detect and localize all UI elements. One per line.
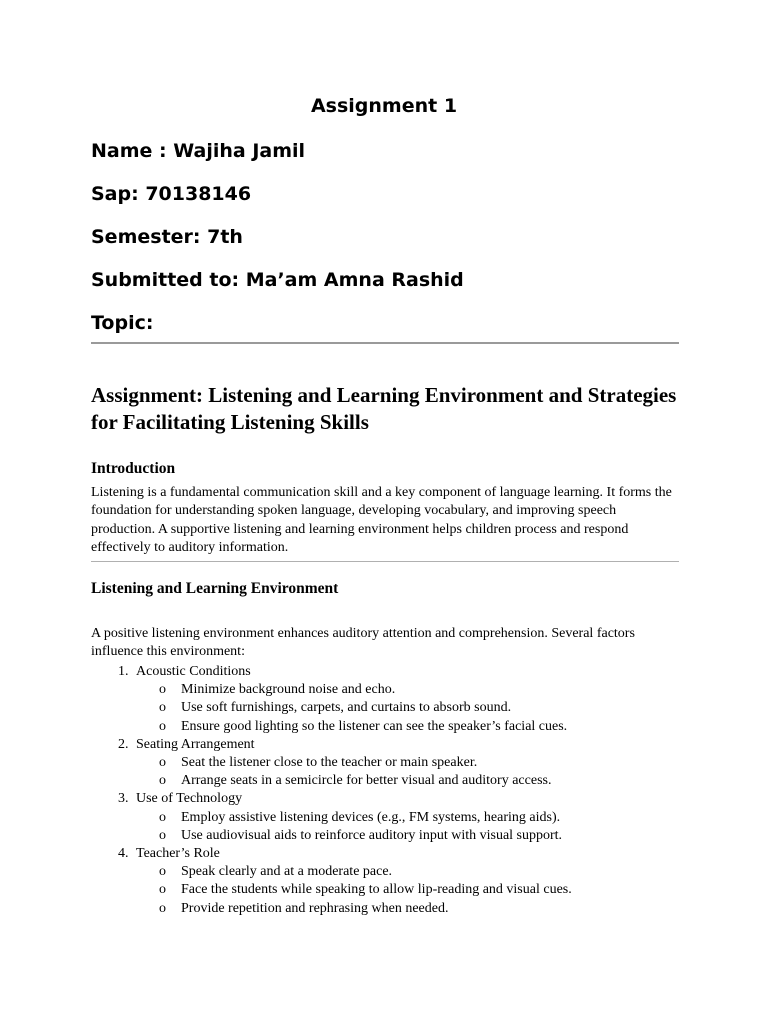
main-heading: Assignment: Listening and Learning Environment and Strategies for Facilitating Listening Skills	[91, 383, 677, 434]
bullet-text: Use audiovisual aids to reinforce auditory input with visual support.	[181, 827, 563, 843]
factor-heading	[91, 790, 691, 808]
name-line: Name : Wajiha Jamil	[91, 140, 306, 162]
sap-line: Sap: 70138146	[91, 183, 252, 205]
bullet-point	[91, 699, 691, 717]
bullet-text: Provide repetition and rephrasing when needed.	[181, 900, 449, 916]
bullet-text: Speak clearly and at a moderate pace.	[181, 864, 393, 880]
bullet-text: Minimize background noise and echo.	[181, 682, 396, 698]
circle-bullet-icon: o	[159, 882, 166, 898]
environment-heading: Listening and Learning Environment	[91, 580, 339, 597]
bullet-text: Ensure good lighting so the listener can see the speaker’s facial cues.	[181, 718, 568, 734]
factor-item	[91, 790, 691, 845]
factor-heading	[91, 663, 691, 681]
factor-item	[91, 845, 691, 918]
circle-bullet-icon: o	[159, 864, 166, 880]
circle-bullet-icon: o	[159, 900, 166, 916]
factor-item	[91, 663, 691, 736]
bullet-point	[91, 754, 691, 772]
factor-number: 1.	[118, 664, 129, 679]
factor-number: 3.	[118, 791, 129, 807]
circle-bullet-icon: o	[159, 809, 166, 825]
bullet-text: Employ assistive listening devices (e.g., FM systems, hearing aids).	[181, 809, 561, 825]
factor-heading	[91, 736, 691, 754]
factor-item	[91, 736, 691, 791]
submitted-to-line: Submitted to: Ma’am Amna Rashid	[91, 269, 464, 291]
factor-heading	[91, 845, 691, 863]
introduction-paragraph: Listening is a fundamental communication skill and a key component of language learning. It forms the foundation for understanding spoken language, developing vocabulary, and improving speech production. A supportive listening and learning environment helps children process and respond effectively to auditory information.	[91, 485, 672, 555]
environment-paragraph: A positive listening environment enhances auditory attention and comprehension. Several factors influence this environment:	[91, 626, 635, 660]
circle-bullet-icon: o	[159, 682, 166, 698]
section-divider	[91, 561, 679, 562]
bullet-point	[91, 827, 691, 845]
bullet-point	[91, 881, 691, 899]
topic-line: Topic:	[91, 312, 154, 334]
horizontal-rule	[91, 342, 679, 344]
circle-bullet-icon: o	[159, 773, 166, 789]
factor-label: Seating Arrangement	[136, 736, 255, 752]
bullet-point	[91, 863, 691, 881]
bullet-point	[91, 900, 691, 918]
semester-line: Semester: 7th	[91, 226, 243, 248]
factor-number: 2.	[118, 736, 129, 752]
factor-label: Teacher’s Role	[136, 846, 220, 862]
factor-list	[91, 663, 691, 918]
bullet-point	[91, 809, 691, 827]
assignment-title: Assignment 1	[310, 95, 458, 117]
circle-bullet-icon: o	[159, 700, 166, 716]
circle-bullet-icon: o	[159, 718, 166, 734]
factor-number: 4.	[118, 846, 129, 862]
bullet-point	[91, 718, 691, 736]
bullet-text: Seat the listener close to the teacher or main speaker.	[181, 755, 478, 771]
factor-label: Use of Technology	[136, 791, 243, 807]
circle-bullet-icon: o	[159, 755, 166, 771]
bullet-point	[91, 681, 691, 699]
circle-bullet-icon: o	[159, 827, 166, 843]
bullet-text: Use soft furnishings, carpets, and curtains to absorb sound.	[181, 700, 512, 716]
introduction-heading: Introduction	[91, 460, 176, 477]
bullet-text: Face the students while speaking to allow lip-reading and visual cues.	[181, 882, 572, 898]
bullet-point	[91, 772, 691, 790]
bullet-text: Arrange seats in a semicircle for better visual and auditory access.	[181, 773, 552, 789]
factor-label: Acoustic Conditions	[136, 664, 251, 679]
